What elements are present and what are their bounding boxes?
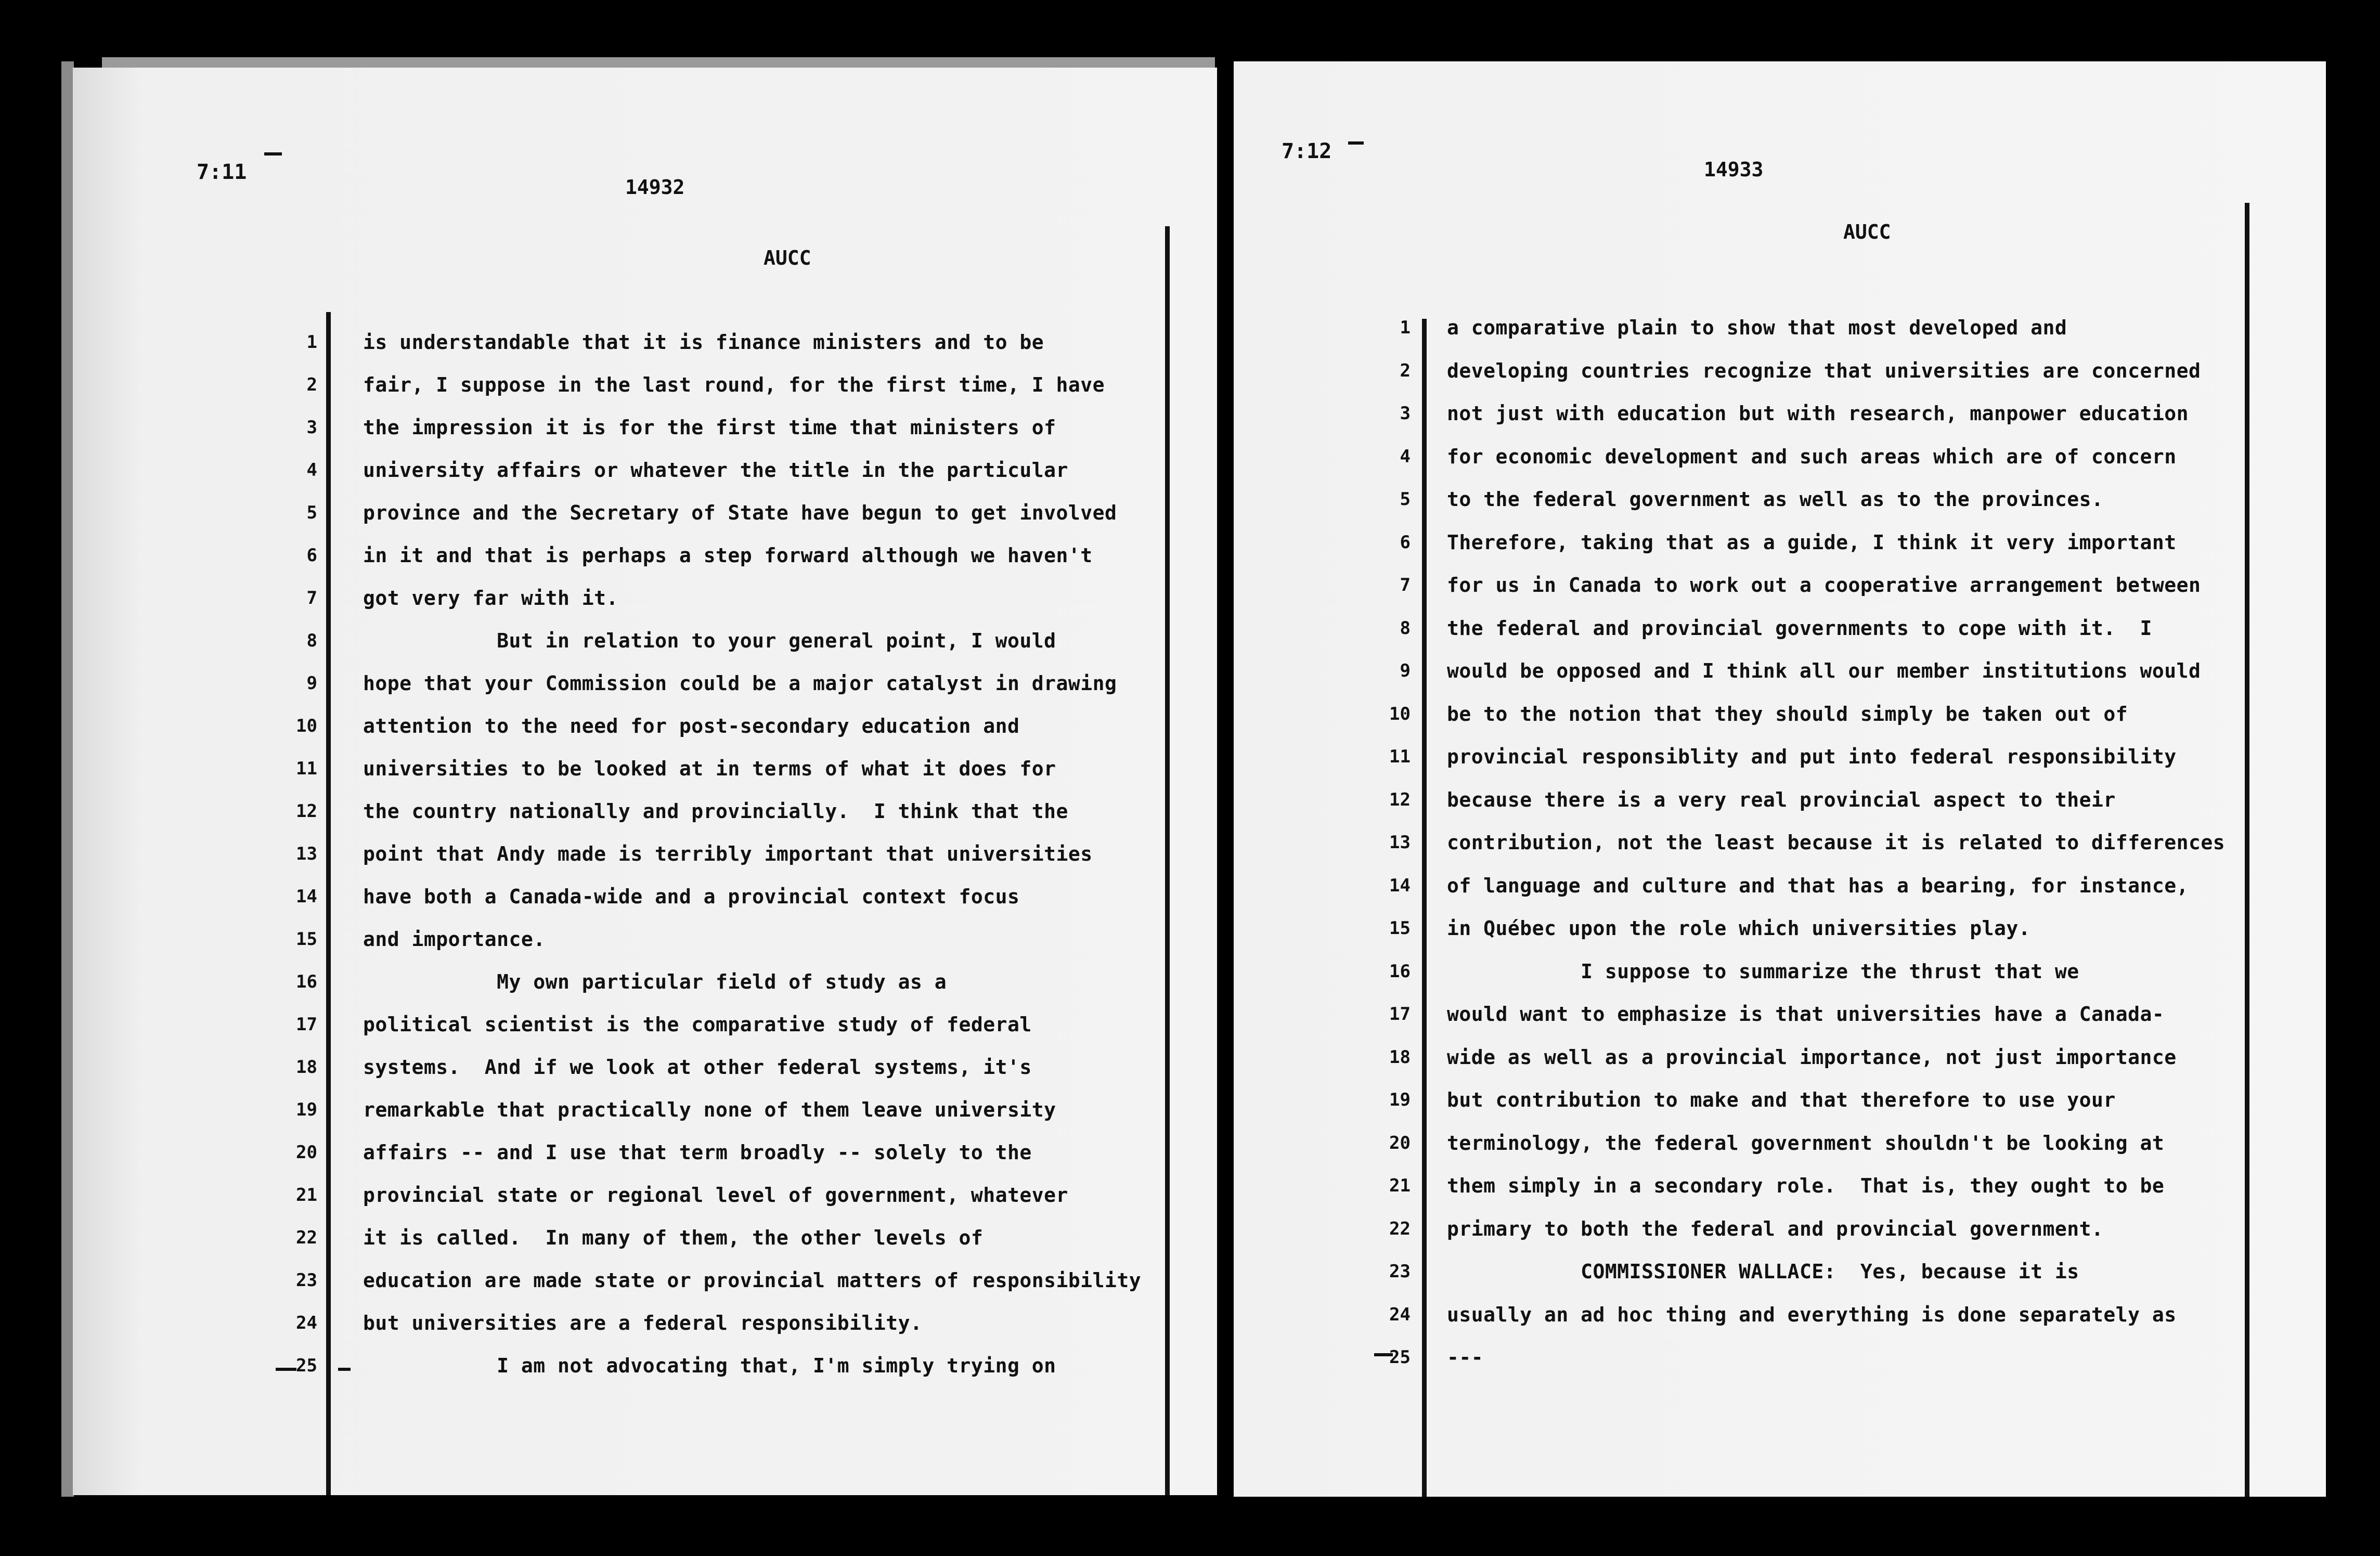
- line-number: 1: [1400, 317, 1411, 338]
- page-stack-edge: [61, 61, 74, 1497]
- line-number: 16: [296, 971, 317, 992]
- line-number: 13: [296, 844, 317, 864]
- transcript-line: of language and culture and that has a bearing, for instance,: [1447, 874, 2189, 897]
- page-stack-edge: [102, 57, 1215, 69]
- transcript-line: would be opposed and I think all our member institutions would: [1447, 659, 2201, 682]
- transcript-line: remarkable that practically none of them leave university: [363, 1098, 1056, 1121]
- transcript-line: because there is a very real provincial aspect to their: [1447, 788, 2116, 811]
- transcript-line: is understandable that it is finance ministers and to be: [363, 331, 1044, 354]
- transcript-line: attention to the need for post-secondary education and: [363, 715, 1020, 737]
- transcript-line: COMMISSIONER WALLACE: Yes, because it is: [1447, 1260, 2079, 1283]
- transcript-line: fair, I suppose in the last round, for the first time, I have: [363, 373, 1105, 396]
- transcript-line: be to the notion that they should simply be taken out of: [1447, 702, 2128, 725]
- line-number: 9: [1400, 660, 1411, 681]
- page-heading: AUCC: [764, 247, 811, 269]
- time-dash: [264, 152, 282, 155]
- left-margin-rule: [326, 312, 331, 1495]
- line-number: 21: [296, 1185, 317, 1205]
- line-number: 8: [306, 630, 317, 651]
- transcript-line: Therefore, taking that as a guide, I think it very important: [1447, 530, 2177, 554]
- transcript-line: got very far with it.: [363, 587, 618, 610]
- line-number: 19: [296, 1099, 317, 1120]
- transcript-line: and importance.: [363, 928, 546, 951]
- page-heading: AUCC: [1843, 221, 1891, 243]
- line-number: 6: [1400, 531, 1411, 553]
- transcript-line: for economic development and such areas which are of concern: [1447, 445, 2177, 468]
- transcript-line: but universities are a federal responsibility.: [363, 1312, 923, 1334]
- transcript-line: developing countries recognize that universities are concerned: [1447, 359, 2201, 382]
- line-number: 2: [1400, 360, 1411, 381]
- line-number: 9: [306, 673, 317, 694]
- line-number: 3: [306, 417, 317, 438]
- transcript-line: have both a Canada-wide and a provincial context focus: [363, 885, 1020, 908]
- line-number: 14: [1389, 875, 1411, 896]
- line-number: 4: [306, 460, 317, 481]
- transcript-line: for us in Canada to work out a cooperative arrangement between: [1447, 574, 2201, 597]
- transcript-line: political scientist is the comparative study of federal: [363, 1013, 1032, 1036]
- transcript-line: would want to emphasize is that universities have a Canada-: [1447, 1003, 2165, 1026]
- transcript-line: to the federal government as well as to the provinces.: [1447, 488, 2104, 511]
- line-number: 24: [296, 1313, 317, 1333]
- transcript-line: provincial state or regional level of government, whatever: [363, 1184, 1068, 1207]
- line-number: 7: [1400, 575, 1411, 595]
- line-number: 11: [296, 758, 317, 779]
- transcript-line: provincial responsiblity and put into federal responsibility: [1447, 745, 2177, 768]
- transcript-line: systems. And if we look at other federal systems, it's: [363, 1056, 1032, 1079]
- line-number: 6: [306, 545, 317, 566]
- line-number: 4: [1400, 446, 1411, 467]
- transcript-line: education are made state or provincial matters of responsibility: [363, 1269, 1142, 1292]
- right-page: [1234, 61, 2326, 1497]
- transcript-line: them simply in a secondary role. That is, they ought to be: [1447, 1174, 2165, 1197]
- transcript-line: not just with education but with research, manpower education: [1447, 402, 2189, 425]
- line-number: 16: [1389, 961, 1411, 982]
- page-number: 14933: [1704, 158, 1764, 181]
- line-number: 22: [1389, 1218, 1411, 1239]
- line-number: 14: [296, 886, 317, 907]
- line-number: 24: [1389, 1304, 1411, 1325]
- transcript-line: a comparative plain to show that most developed and: [1447, 316, 2067, 339]
- line-number: 18: [296, 1057, 317, 1078]
- transcript-line: terminology, the federal government shouldn't be looking at: [1447, 1131, 2165, 1155]
- line-number: 18: [1389, 1046, 1411, 1068]
- line-number: 2: [306, 374, 317, 395]
- line-number: 5: [1400, 489, 1411, 510]
- line-number: 23: [1389, 1261, 1411, 1282]
- line-number: 10: [1389, 703, 1411, 724]
- line-number: 11: [1389, 746, 1411, 767]
- line-number: 25: [296, 1355, 317, 1376]
- transcript-line: But in relation to your general point, I would: [363, 629, 1056, 652]
- line-number: 5: [306, 502, 317, 523]
- right-margin-rule: [2245, 203, 2249, 1497]
- transcript-line: I am not advocating that, I'm simply trying on: [363, 1354, 1056, 1377]
- transcript-line: the impression it is for the first time that ministers of: [363, 416, 1056, 439]
- line-number: 20: [1389, 1132, 1411, 1153]
- transcript-line: it is called. In many of them, the other levels of: [363, 1226, 984, 1249]
- left-page: [73, 68, 1217, 1495]
- transcript-line: the country nationally and provincially. I think that the: [363, 800, 1068, 823]
- line-number: 3: [1400, 403, 1411, 424]
- line-number: 17: [1389, 1004, 1411, 1025]
- line-number: 20: [296, 1142, 317, 1163]
- transcript-line: province and the Secretary of State have begun to get involved: [363, 501, 1117, 524]
- transcript-line: primary to both the federal and provincial government.: [1447, 1217, 2104, 1240]
- line-number: 19: [1389, 1090, 1411, 1110]
- line-number: 8: [1400, 617, 1411, 639]
- transcript-line: usually an ad hoc thing and everything is done separately as: [1447, 1303, 2177, 1326]
- transcript-line: university affairs or whatever the title in the particular: [363, 459, 1068, 482]
- transcript-line: ---: [1447, 1346, 1496, 1369]
- page-number: 14932: [625, 176, 685, 199]
- line-number: 12: [296, 801, 317, 822]
- line-number: 7: [306, 588, 317, 608]
- time-dash: [1348, 141, 1364, 145]
- time-marker: 7:12: [1282, 139, 1332, 163]
- transcript-line: in it and that is perhaps a step forward although we haven't: [363, 544, 1093, 567]
- line-number: 13: [1389, 832, 1411, 853]
- line-number: 1: [306, 332, 317, 353]
- transcript-line: universities to be looked at in terms of what it does for: [363, 757, 1056, 780]
- line-number: 12: [1389, 789, 1411, 810]
- line-number: 15: [296, 929, 317, 950]
- line-number: 21: [1389, 1175, 1411, 1196]
- right-margin-rule: [1165, 226, 1170, 1495]
- transcript-line: contribution, not the least because it is related to differences: [1447, 831, 2226, 854]
- transcript-line: in Québec upon the role which universities play.: [1447, 917, 2031, 940]
- transcript-line: I suppose to summarize the thrust that we: [1447, 959, 2079, 983]
- transcript-line: wide as well as a provincial importance, not just importance: [1447, 1045, 2177, 1069]
- line-number: 17: [296, 1014, 317, 1035]
- line-number: 15: [1389, 918, 1411, 939]
- line-number: 10: [296, 716, 317, 736]
- line-number: 23: [296, 1270, 317, 1291]
- line-number: 22: [296, 1227, 317, 1248]
- transcript-line: affairs -- and I use that term broadly -- solely to the: [363, 1141, 1032, 1164]
- transcript-line: point that Andy made is terribly important that universities: [363, 842, 1093, 865]
- time-marker: 7:11: [197, 160, 247, 184]
- transcript-line: hope that your Commission could be a major catalyst in drawing: [363, 672, 1117, 695]
- transcript-line: the federal and provincial governments to cope with it. I: [1447, 616, 2152, 640]
- transcript-line: but contribution to make and that therefore to use your: [1447, 1088, 2116, 1111]
- line-number: 25: [1389, 1347, 1411, 1368]
- left-margin-rule: [1422, 319, 1427, 1497]
- line-25-marker: [338, 1368, 351, 1371]
- transcript-line: My own particular field of study as a: [363, 970, 947, 993]
